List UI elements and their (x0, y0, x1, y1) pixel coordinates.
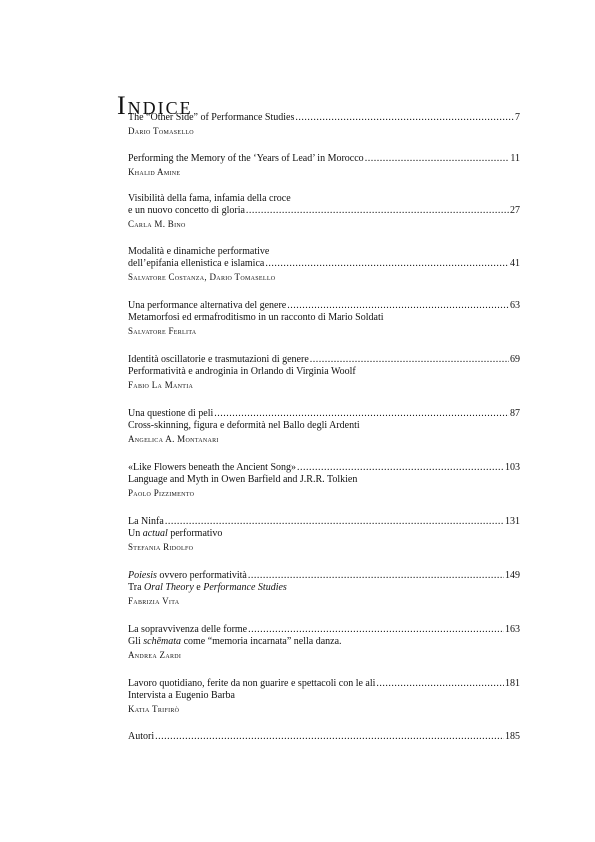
toc-entry (128, 570, 520, 607)
chapter-title: Una performance alternativa del genere (128, 300, 287, 311)
chapter-title-rest: ovvero performatività (156, 570, 247, 581)
toc-entry (128, 300, 520, 337)
subtitle-text: Gli (128, 636, 144, 647)
page-number: 103 (505, 462, 520, 473)
toc-title-line (128, 300, 520, 312)
chapter-title-pre: Modalità e dinamiche performative (128, 246, 270, 257)
page-title: Indice (117, 91, 193, 121)
chapter-title: La Ninfa (128, 516, 164, 527)
toc-entry (128, 624, 520, 661)
page-number: 69 (510, 354, 520, 365)
page-number: 163 (505, 624, 520, 635)
chapter-title-pre: Visibilità della fama, infamia della croce (128, 193, 291, 204)
chapter-author: Khalid Amine (128, 167, 181, 177)
chapter-author: Angelica A. Montanari (128, 434, 219, 444)
dot-leader (248, 624, 504, 636)
dot-leader (165, 516, 504, 528)
toc-title-line (128, 112, 520, 124)
dot-leader (287, 300, 509, 312)
page-number: 63 (510, 300, 520, 311)
chapter-title: «Like Flowers beneath the Ancient Song» (128, 462, 297, 473)
chapter-subtitle: Language and Myth in Owen Barfield and J.R.R. Tolkien (128, 474, 358, 485)
toc-title-line (128, 570, 520, 582)
toc-entry (128, 193, 520, 230)
dot-leader (248, 570, 504, 582)
page-number: 149 (505, 570, 520, 581)
dot-leader (365, 153, 510, 165)
toc-entry (128, 516, 520, 553)
subtitle-italic-text: Performance Studies (203, 582, 287, 593)
toc-title-line (128, 258, 520, 270)
chapter-author: Salvatore Costanza, Dario Tomasello (128, 272, 276, 282)
dot-leader (214, 408, 509, 420)
toc-title-line (128, 678, 520, 690)
chapter-author: Fabrizia Vita (128, 596, 180, 606)
toc-entry (128, 408, 520, 445)
toc-entry (128, 112, 520, 137)
subtitle-italic-text: schēmata (143, 636, 182, 647)
subtitle-text: e (193, 582, 204, 593)
dot-leader (297, 462, 504, 474)
toc-entry (128, 153, 520, 178)
chapter-author: Salvatore Ferlita (128, 326, 197, 336)
dot-leader (246, 205, 509, 217)
subtitle-text: Tra (128, 582, 145, 593)
toc-title-line (128, 731, 520, 743)
chapter-title: Lavoro quotidiano, ferite da non guarire e spettacoli con le ali (128, 678, 376, 689)
subtitle-italic-text: actual (142, 528, 168, 539)
dot-leader (295, 112, 514, 124)
toc-title-line (128, 354, 520, 366)
chapter-title: Autori (128, 731, 155, 742)
chapter-author: Dario Tomasello (128, 126, 194, 136)
chapter-title: dell’epifania ellenistica e islamica (128, 258, 265, 269)
page-number: 7 (515, 112, 520, 123)
chapter-author: Fabio La Mantia (128, 380, 194, 390)
chapter-subtitle: Metamorfosi ed ermafroditismo in un racconto di Mario Soldati (128, 312, 384, 323)
dot-leader (155, 731, 504, 743)
subtitle-italic-text: Oral Theory (144, 582, 194, 593)
page-number: 181 (505, 678, 520, 689)
chapter-subtitle (128, 528, 520, 540)
toc-title-line (128, 516, 520, 528)
chapter-subtitle: Performatività e androginia in Orlando di Virginia Woolf (128, 366, 356, 377)
chapter-title: Una questione di peli (128, 408, 214, 419)
dot-leader (265, 258, 509, 270)
page-number: 185 (505, 731, 520, 742)
chapter-author: Paolo Pizzimento (128, 488, 195, 498)
toc-title-line (128, 624, 520, 636)
toc-title-line (128, 408, 520, 420)
chapter-subtitle: Cross-skinning, figura e deformità nel Ballo degli Ardenti (128, 420, 360, 431)
subtitle-text: Un (128, 528, 143, 539)
chapter-title-italic: Poiesis (128, 570, 157, 581)
chapter-author: Katia Trifirò (128, 704, 180, 714)
subtitle-text: come “memoria incarnata” nella danza. (181, 636, 342, 647)
chapter-author: Stefania Ridolfo (128, 542, 194, 552)
toc-entry (128, 354, 520, 391)
page-number: 131 (505, 516, 520, 527)
toc-title-line (128, 205, 520, 217)
chapter-title: La sopravvivenza delle forme (128, 624, 248, 635)
chapter-subtitle (128, 582, 520, 594)
chapter-title: Performing the Memory of the ‘Years of Lead’ in Morocco (128, 153, 364, 164)
chapter-title (128, 570, 247, 582)
toc-title-line (128, 153, 520, 165)
page-number: 27 (510, 205, 520, 216)
toc-entry (128, 678, 520, 715)
dot-leader (376, 678, 504, 690)
subtitle-text: performativo (167, 528, 223, 539)
toc-entry (128, 246, 520, 283)
toc-entry (128, 731, 520, 743)
page-number: 11 (510, 153, 520, 164)
page-number: 41 (510, 258, 520, 269)
chapter-subtitle: Intervista a Eugenio Barba (128, 690, 235, 701)
chapter-author: Carla M. Bino (128, 219, 186, 229)
toc-title-line (128, 462, 520, 474)
chapter-title: The “Other Side” of Performance Studies (128, 112, 295, 123)
chapter-title: e un nuovo concetto di gloria (128, 205, 245, 216)
dot-leader (310, 354, 509, 366)
chapter-subtitle (128, 636, 520, 648)
chapter-title: Identità oscillatorie e trasmutazioni di genere (128, 354, 309, 365)
page-number: 87 (510, 408, 520, 419)
chapter-author: Andrea Zardi (128, 650, 182, 660)
toc-entry (128, 462, 520, 499)
